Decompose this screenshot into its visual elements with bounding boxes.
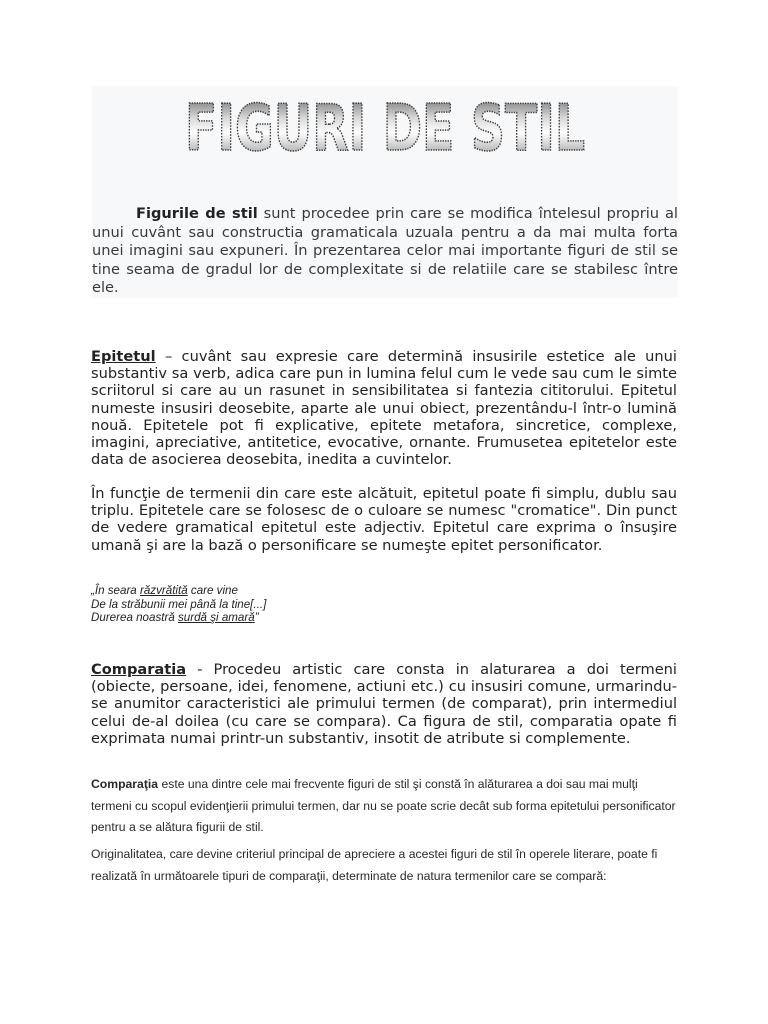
wordart-title xyxy=(182,84,588,166)
poem-line-1: „În seara răzvrătită care vine xyxy=(91,584,238,597)
comparatia-term: Comparatia xyxy=(91,661,187,678)
epitet-types-paragraph: În funcţie de termenii din care este alcătuit, epitetul poate fi simplu, dublu sau triplu. Epitetele care se folosesc de o culoare se numesc "cromatice". Din punct de vedere gramatical epitetul este adjectiv. Epitetul care exprima o însuşire umană şi are la bază o personificare se numeşte epitet personificator. xyxy=(91,485,677,554)
epitet-term: Epitetul xyxy=(91,348,156,365)
comparatia-definition xyxy=(91,661,677,747)
intro-paragraph xyxy=(92,205,678,298)
epitet-text: – cuvânt sau expresie care determină insusirile estetice ale unui substantiv sa verb, adica care pun in lumina felul cum le vede sau cum le simte scriitorul si care au un rasunet in sensibilitatea si fantezia cititorului. Epitetul numeste insusiri deosebite, aparte ale unui obiect, prezentându-l într-o lumină nouă. Epitetele pot fi explicative, epitete metafora, sincretice, complexe, imagini, apreciative, antitetice, evocative, ornante. Frumusetea epitetelor este data de asocierea deosebita, inedita a cuvintelor. xyxy=(91,348,677,469)
epitet-definition xyxy=(91,348,677,468)
poem-quote xyxy=(91,584,491,625)
comparatia-bold: Comparaţia xyxy=(91,777,159,791)
comparatia-paragraph-2: Comparaţia este una dintre cele mai frecvente figuri de stil şi constă în alăturarea a doi sau mai mulţi termeni cu scopul evidenţierii primului termen, dar nu se poate scrie decât sub forma epitetului personificator pentru a se alătura figurii de stil. xyxy=(91,777,676,835)
intro-lead: Figurile de stil xyxy=(136,205,258,222)
intro-body: sunt procedee prin care se modifica întelesul propriu al unui cuvânt sau constructia gramaticala uzuala pentru a da mai multa forta unei imagini sau expuneri. În prezentarea celor mai importante figuri de stil se tine seama de gradul lor de complexitate si de relatiile care se stabilesc între ele. xyxy=(92,205,678,297)
comparatia-text: - Procedeu artistic care consta in alaturarea a doi termeni (obiecte, persoane, idei, fenomene, actiuni etc.) cu insusiri comune, urmarindu-se anumitor caracteristici ale primului termen (de comparat), prin intermediul celui de-al doilea (cu care se compara). Ca figura de stil, comparatia opate fi exprimata numai printr-un substantiv, insotit de atribute si complemente. xyxy=(91,661,677,747)
page-title: FIGURI DE STIL xyxy=(185,92,585,166)
comparatia-paragraph-3: Originalitatea, care devine criteriul principal de apreciere a acestei figuri de stil în operele literare, poate fi realizată în următoarele tipuri de comparaţii, determinate de natura termenilor care se compară: xyxy=(91,847,658,883)
poem-line-3: Durerea noastră surdă şi amară” xyxy=(91,611,259,625)
poem-line-2: De la străbunii mei până la tine[...] xyxy=(91,597,267,611)
